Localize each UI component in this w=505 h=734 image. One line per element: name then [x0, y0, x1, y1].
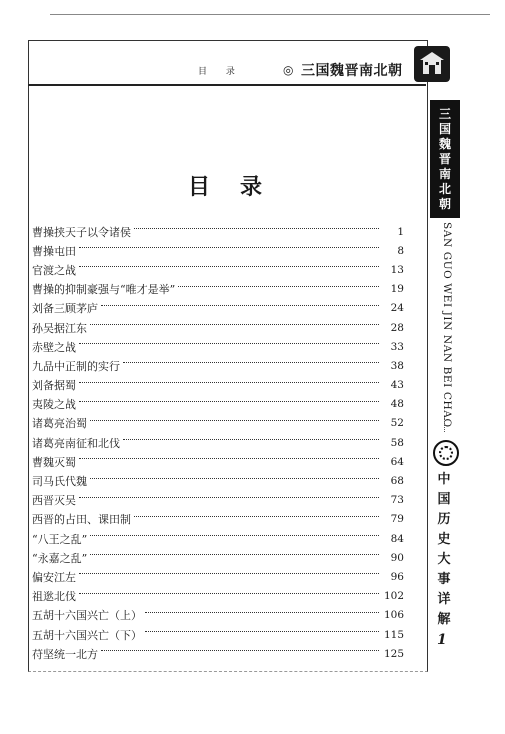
toc-entry-page: 79: [390, 513, 404, 526]
toc-entry[interactable]: [32, 280, 404, 299]
toc-entry-page: 64: [390, 455, 404, 468]
toc-entry-title: “八王之乱”: [32, 532, 88, 546]
toc-entry-page: 19: [390, 283, 404, 296]
toc-entry-title: 官渡之战: [32, 263, 76, 277]
toc-leader-dots: [90, 535, 379, 536]
toc-entry-page: 13: [390, 263, 404, 276]
toc-leader-dots: [79, 343, 379, 344]
toc-entry-title: 曹操屯田: [32, 244, 76, 258]
header-circle-icon: ◎: [283, 63, 294, 77]
toc-entry[interactable]: [32, 356, 404, 375]
running-header-title: 三国魏晋南北朝: [301, 63, 403, 79]
toc-entry[interactable]: [32, 644, 404, 663]
toc-entry-page: 28: [390, 321, 404, 334]
toc-leader-dots: [90, 420, 379, 421]
toc-entry[interactable]: [32, 395, 404, 414]
toc-entry-page: 8: [397, 244, 404, 257]
toc-leader-dots: [134, 516, 379, 517]
side-series-char: 详: [437, 592, 451, 607]
toc-entry-title: 五胡十六国兴亡（下）: [32, 628, 142, 642]
toc-entry-title: 九品中正制的实行: [32, 359, 120, 373]
side-series-char: 大: [437, 552, 451, 567]
side-series-char: 事: [437, 572, 451, 587]
toc-entry[interactable]: [32, 318, 404, 337]
toc-entry-title: 赤壁之战: [32, 340, 76, 354]
side-era-char: 魏: [438, 136, 451, 151]
running-header-section: 目 录: [198, 67, 243, 77]
toc-leader-dots: [90, 478, 379, 479]
toc-entry[interactable]: [32, 299, 404, 318]
side-series-char: 中: [437, 472, 451, 487]
toc-entry[interactable]: [32, 606, 404, 625]
city-gate-emblem-icon: [414, 46, 450, 82]
toc-entry-title: 曹魏灭蜀: [32, 455, 76, 469]
toc-leader-dots: [123, 362, 379, 363]
toc-leader-dots: [79, 573, 379, 574]
toc-entry-page: 125: [383, 647, 404, 660]
top-edge-rule: [50, 14, 490, 15]
toc-entry-page: 43: [390, 379, 404, 392]
toc-entry-title: 刘备据蜀: [32, 379, 76, 393]
toc-leader-dots: [79, 458, 379, 459]
toc-entry-page: 73: [390, 494, 404, 507]
toc-entry-title: 西晋灭吴: [32, 494, 76, 508]
toc-entry[interactable]: [32, 529, 404, 548]
toc-leader-dots: [101, 305, 379, 306]
toc-entry[interactable]: [32, 510, 404, 529]
toc-entry-title: 司马氏代魏: [32, 475, 87, 489]
toc-entry-page: 90: [390, 551, 404, 564]
toc-entry-title: 西晋的占田、课田制: [32, 513, 131, 527]
side-era-char: 三: [438, 106, 451, 121]
toc-entry-title: 祖逖北伐: [32, 590, 76, 604]
toc-entry-page: 102: [383, 590, 404, 603]
toc-entry[interactable]: [32, 491, 404, 510]
toc-entry-page: 58: [390, 436, 404, 449]
toc-entry-page: 68: [390, 475, 404, 488]
side-series-label: [432, 470, 456, 630]
toc-entry-page: 84: [390, 532, 404, 545]
side-era-char: 朝: [438, 196, 451, 211]
toc-entry-page: 115: [383, 628, 404, 641]
toc-entry[interactable]: [32, 548, 404, 567]
toc-entry-title: 刘备三顾茅庐: [32, 302, 98, 316]
toc-entry-title: 曹操挟天子以令诸侯: [32, 225, 131, 239]
side-era-label: [430, 100, 460, 218]
toc-entry[interactable]: [32, 222, 404, 241]
toc-entry-title: 诸葛亮治蜀: [32, 417, 87, 431]
toc-entry-page: 96: [390, 570, 404, 583]
toc-entry[interactable]: [32, 625, 404, 644]
toc-entry-title: 曹操的抑制豪强与“唯才是举”: [32, 283, 176, 297]
toc-entry-page: 38: [390, 359, 404, 372]
toc-entry[interactable]: [32, 433, 404, 452]
toc-entry-title: 诸葛亮南征和北伐: [32, 436, 120, 450]
side-era-char: 南: [438, 166, 451, 181]
side-series-char: 解: [437, 612, 451, 627]
toc-heading: 目录: [188, 174, 293, 200]
toc-entry[interactable]: [32, 567, 404, 586]
toc-entry[interactable]: [32, 587, 404, 606]
toc-entry-title: 孙吴据江东: [32, 321, 87, 335]
toc-leader-dots: [123, 439, 379, 440]
toc-leader-dots: [90, 324, 379, 325]
side-series-char: 国: [437, 492, 451, 507]
toc-entry[interactable]: [32, 452, 404, 471]
side-series-char: 历: [437, 512, 451, 527]
side-series-char: 史: [437, 532, 451, 547]
side-pinyin-label: SAN GUO WEI JIN NAN BEI CHAO: [441, 222, 453, 428]
side-era-char: 晋: [438, 151, 451, 166]
toc-list: [32, 222, 404, 663]
page-number: 1: [437, 632, 447, 648]
medallion-icon: [433, 440, 459, 466]
toc-entry-page: 24: [390, 302, 404, 315]
toc-leader-dots: [145, 631, 379, 632]
toc-entry-title: 夷陵之战: [32, 398, 76, 412]
side-divider: [444, 418, 446, 432]
toc-leader-dots: [101, 650, 379, 651]
toc-leader-dots: [79, 401, 379, 402]
toc-entry[interactable]: [32, 241, 404, 260]
toc-leader-dots: [79, 382, 379, 383]
toc-entry[interactable]: [32, 337, 404, 356]
toc-entry-title: 五胡十六国兴亡（上）: [32, 609, 142, 623]
toc-entry-page: 33: [390, 340, 404, 353]
side-era-char: 国: [438, 121, 451, 136]
toc-entry[interactable]: [32, 260, 404, 279]
toc-entry-title: 偏安江左: [32, 570, 76, 584]
toc-entry-page: 48: [390, 398, 404, 411]
toc-leader-dots: [79, 593, 379, 594]
toc-leader-dots: [145, 612, 379, 613]
toc-entry-page: 52: [390, 417, 404, 430]
toc-entry-title: 苻坚统一北方: [32, 647, 98, 661]
toc-leader-dots: [90, 554, 379, 555]
header-rule: [28, 84, 426, 86]
toc-entry-title: “永嘉之乱”: [32, 551, 88, 565]
toc-entry[interactable]: [32, 414, 404, 433]
side-era-char: 北: [438, 181, 451, 196]
toc-leader-dots: [134, 228, 379, 229]
toc-entry-page: 106: [383, 609, 404, 622]
toc-leader-dots: [79, 497, 379, 498]
toc-leader-dots: [178, 286, 379, 287]
toc-entry[interactable]: [32, 471, 404, 490]
toc-leader-dots: [79, 247, 379, 248]
toc-entry[interactable]: [32, 376, 404, 395]
toc-entry-page: 1: [397, 225, 404, 238]
toc-leader-dots: [79, 266, 379, 267]
